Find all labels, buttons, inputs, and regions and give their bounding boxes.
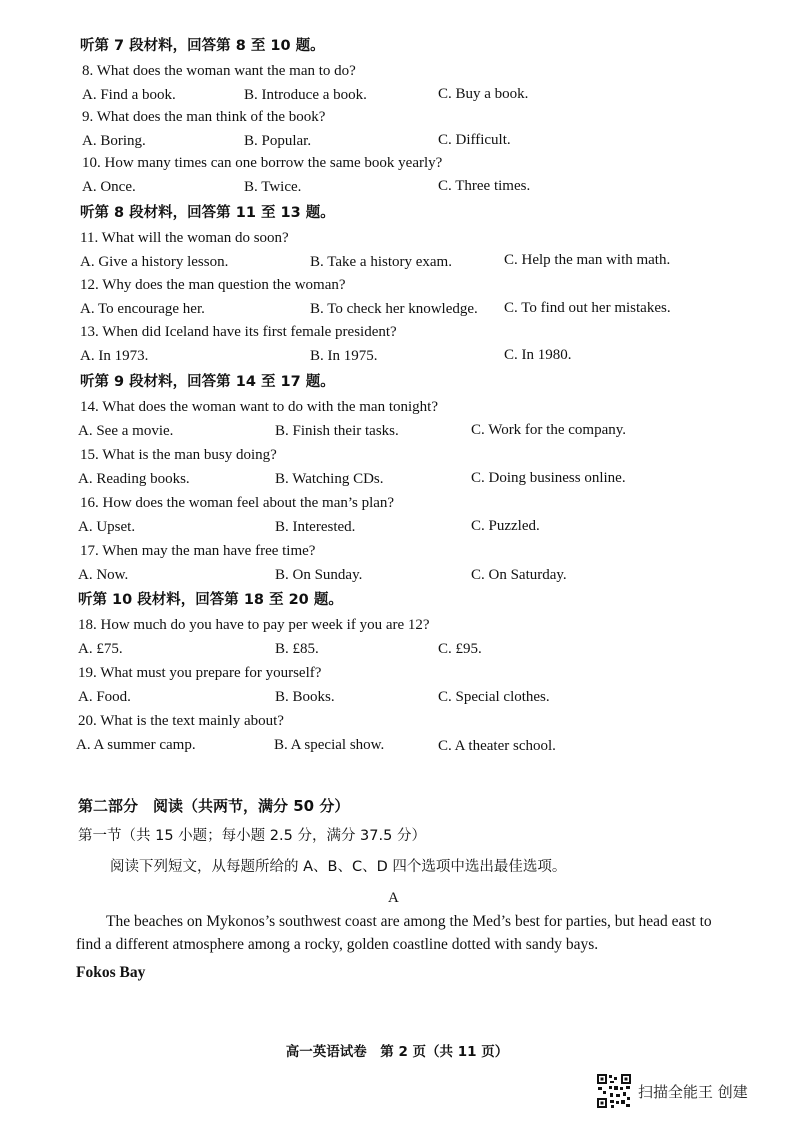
option: B. Interested. [275, 519, 356, 535]
option: C. Doing business online. [471, 470, 626, 486]
question: 11. What will the woman do soon? [80, 230, 289, 246]
option: B. A special show. [274, 737, 385, 753]
part-title: 第二部分 阅读（共两节，满分 50 分） [78, 797, 350, 815]
option: B. Popular. [244, 133, 312, 149]
option: A. In 1973. [80, 348, 149, 364]
option: B. Introduce a book. [244, 87, 367, 103]
option: A. Reading books. [78, 471, 190, 487]
question: 9. What does the man think of the book? [82, 109, 326, 125]
option: B. Twice. [244, 179, 302, 195]
section-heading: 听第 10 段材料，回答第 18 至 20 题。 [78, 592, 343, 608]
option: C. A theater school. [438, 738, 556, 754]
question: 20. What is the text mainly about? [78, 713, 284, 729]
question: 18. How much do you have to pay per week if you are 12? [78, 617, 430, 633]
section-subtitle: 第一节（共 15 小题；每小题 2.5 分，满分 37.5 分） [78, 828, 426, 844]
section-heading: 听第 7 段材料，回答第 8 至 10 题。 [80, 38, 325, 54]
passage-subheading: Fokos Bay [76, 964, 146, 981]
option: B. In 1975. [310, 348, 378, 364]
option: B. Watching CDs. [275, 471, 384, 487]
scanner-label: 扫描全能王 创建 [638, 1082, 748, 1101]
question: 16. How does the woman feel about the man’s plan? [80, 495, 395, 511]
option: C. Puzzled. [471, 518, 540, 534]
option: C. Work for the company. [471, 422, 627, 438]
option: B. Finish their tasks. [275, 423, 399, 439]
option: C. In 1980. [504, 347, 572, 363]
section-heading: 听第 8 段材料，回答第 11 至 13 题。 [80, 205, 335, 221]
question: 8. What does the woman want the man to do? [82, 63, 356, 79]
option: C. Special clothes. [438, 689, 550, 705]
option: A. Food. [78, 689, 131, 705]
page-footer: 高一英语试卷 第 2 页（共 11 页） [285, 1044, 509, 1060]
question: 15. What is the man busy doing? [80, 447, 277, 463]
option: B. Books. [275, 689, 335, 705]
option: C. To find out her mistakes. [504, 300, 671, 316]
option: A. See a movie. [78, 423, 174, 439]
option: B. To check her knowledge. [310, 301, 478, 317]
option: A. Upset. [78, 519, 136, 535]
option: B. On Sunday. [275, 567, 363, 583]
question: 13. When did Iceland have its first female president? [80, 324, 397, 340]
question: 10. How many times can one borrow the same book yearly? [82, 155, 443, 171]
question: 14. What does the woman want to do with the man tonight? [80, 399, 438, 415]
question: 19. What must you prepare for yourself? [78, 665, 322, 681]
option: C. Help the man with math. [504, 252, 671, 268]
scanner-watermark [596, 1073, 748, 1109]
option: A. Once. [82, 179, 136, 195]
option: A. A summer camp. [76, 737, 196, 753]
option: A. £75. [78, 641, 123, 657]
option: C. Difficult. [438, 132, 511, 148]
option: C. Buy a book. [438, 86, 529, 102]
passage-text: The beaches on Mykonos’s southwest coast are among the Med’s best for parties, but head east to find a different atmosphere among a rocky, golden coastline dotted with sandy bays. [76, 913, 712, 953]
passage-letter: A [388, 890, 399, 906]
option: A. Give a history lesson. [80, 254, 229, 270]
option: B. £85. [275, 641, 319, 657]
instruction: 阅读下列短文，从每题所给的 A、B、C、D 四个选项中选出最佳选项。 [110, 859, 567, 875]
option: A. Find a book. [82, 87, 176, 103]
option: B. Take a history exam. [310, 254, 452, 270]
section-heading: 听第 9 段材料，回答第 14 至 17 题。 [80, 374, 335, 390]
option: A. Now. [78, 567, 129, 583]
option: A. To encourage her. [80, 301, 205, 317]
question: 12. Why does the man question the woman? [80, 277, 346, 293]
option: A. Boring. [82, 133, 146, 149]
option: C. Three times. [438, 178, 531, 194]
qr-code-icon [596, 1073, 632, 1109]
question: 17. When may the man have free time? [80, 543, 316, 559]
option: C. £95. [438, 641, 482, 657]
option: C. On Saturday. [471, 567, 567, 583]
